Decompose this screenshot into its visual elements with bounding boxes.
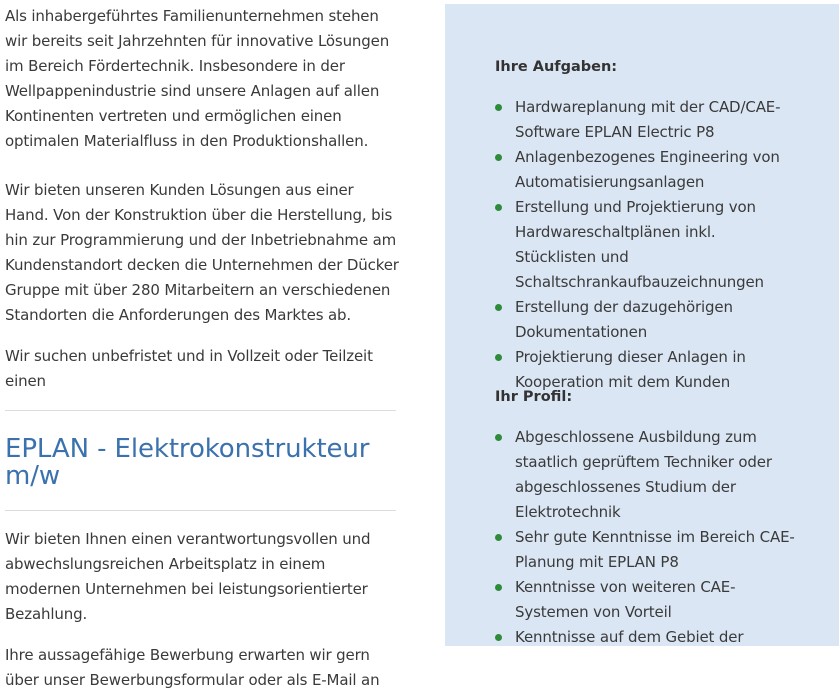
list-item: Projektierung dieser Anlagen in Kooperation mit dem Kunden bbox=[495, 345, 795, 395]
tasks-heading: Ihre Aufgaben: bbox=[495, 59, 618, 75]
list-item: Erstellung der dazugehörigen Dokumentationen bbox=[495, 295, 795, 345]
requirements-panel bbox=[445, 4, 839, 646]
job-description-column bbox=[5, 4, 400, 693]
bullet-icon bbox=[495, 154, 502, 161]
profile-list bbox=[495, 425, 795, 650]
bullet-icon bbox=[495, 584, 502, 591]
application-paragraph: Ihre aussagefähige Bewerbung erwarten wir gern über unser Bewerbungsformular oder als E-Mail an bbox=[5, 646, 380, 689]
list-item: Erstellung und Projektierung von Hardwareschaltplänen inkl. Stücklisten und Schaltschrankaufbauzeichnungen bbox=[495, 195, 795, 295]
bullet-icon bbox=[495, 434, 502, 441]
company-intro-paragraph: Als inhabergeführtes Familienunternehmen stehen wir bereits seit Jahrzehnten für innovative Lösungen im Bereich Fördertechnik. Insbesondere in der Wellpappenindustrie sind unsere Anlagen auf allen Kontinenten vertreten und ermöglichen einen optimalen Materialfluss in den Produktionshallen. bbox=[5, 7, 390, 150]
list-item: Kenntnisse auf dem Gebiet der bbox=[495, 625, 795, 650]
list-item: Hardwareplanung mit der CAD/CAE-Software EPLAN Electric P8 bbox=[495, 95, 795, 145]
bullet-icon bbox=[495, 104, 502, 111]
bullet-icon bbox=[495, 354, 502, 361]
tasks-list bbox=[495, 95, 795, 395]
services-paragraph: Wir bieten unseren Kunden Lösungen aus einer Hand. Von der Konstruktion über die Herstellung, bis hin zur Programmierung und der Inbetriebnahme am Kundenstandort decken die Unternehmen der Dücker Gruppe mit über 280 Mitarbeitern an verschiedenen Standorten die Anforderungen des Marktes ab. bbox=[5, 181, 399, 324]
search-intro-paragraph: Wir suchen unbefristet und in Vollzeit oder Teilzeit einen bbox=[5, 347, 373, 390]
divider-top bbox=[5, 410, 396, 411]
profile-heading: Ihr Profil: bbox=[495, 389, 573, 405]
list-item: Anlagenbezogenes Engineering von Automatisierungsanlagen bbox=[495, 145, 795, 195]
list-item: Kenntnisse von weiteren CAE-Systemen von Vorteil bbox=[495, 575, 795, 625]
list-item: Abgeschlossene Ausbildung zum staatlich geprüftem Techniker oder abgeschlossenes Studium der Elektrotechnik bbox=[495, 425, 795, 525]
bullet-icon bbox=[495, 534, 502, 541]
bullet-icon bbox=[495, 204, 502, 211]
divider-bottom bbox=[5, 510, 396, 511]
job-title: EPLAN - Elektrokonstrukteur m/w bbox=[5, 434, 370, 491]
bullet-icon bbox=[495, 304, 502, 311]
bullet-icon bbox=[495, 634, 502, 641]
offer-paragraph: Wir bieten Ihnen einen verantwortungsvollen und abwechslungsreichen Arbeitsplatz in einem modernen Unternehmen bei leistungsorientierter Bezahlung. bbox=[5, 530, 371, 623]
list-item: Sehr gute Kenntnisse im Bereich CAE-Planung mit EPLAN P8 bbox=[495, 525, 795, 575]
